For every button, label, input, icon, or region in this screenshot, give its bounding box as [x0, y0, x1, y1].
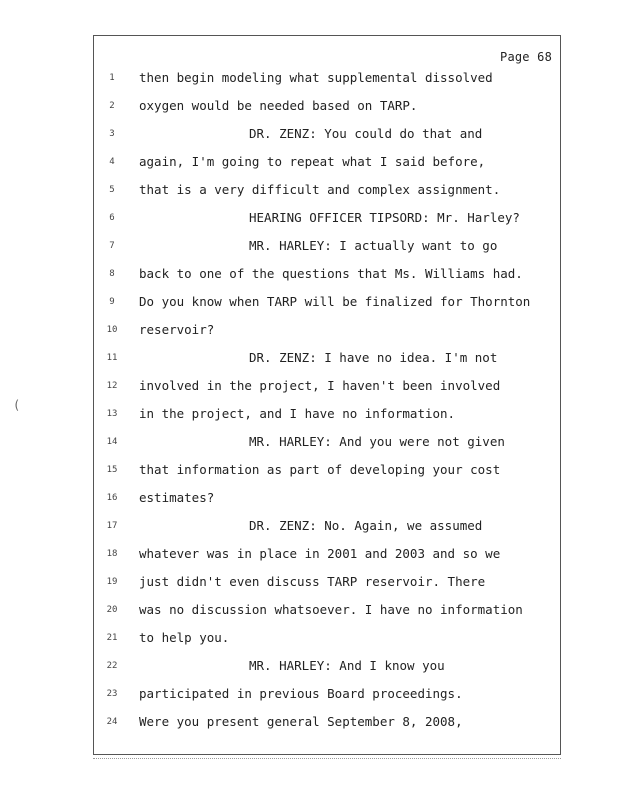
line-text: then begin modeling what supplemental dissolved — [139, 70, 493, 85]
line-number: 18 — [106, 549, 118, 559]
line-number: 1 — [109, 73, 115, 83]
scan-speck: ( — [13, 398, 21, 412]
page-number: Page 68 — [500, 50, 552, 64]
line-number: 20 — [106, 605, 118, 615]
line-text: whatever was in place in 2001 and 2003 and so we — [139, 546, 501, 561]
line-text: Do you know when TARP will be finalized for Thornton — [139, 294, 531, 309]
line-number: 2 — [109, 101, 115, 111]
line-number: 4 — [109, 157, 115, 167]
line-number: 10 — [106, 325, 118, 335]
line-text: that information as part of developing your cost — [139, 462, 501, 477]
transcript-line — [94, 316, 560, 344]
transcript-line — [94, 680, 560, 708]
line-number: 11 — [106, 353, 118, 363]
line-number: 9 — [109, 297, 115, 307]
line-text: HEARING OFFICER TIPSORD: Mr. Harley? — [249, 210, 520, 225]
line-text: DR. ZENZ: You could do that and — [249, 126, 483, 141]
line-text: estimates? — [139, 490, 215, 505]
transcript-line — [94, 232, 560, 260]
line-text: MR. HARLEY: And you were not given — [249, 434, 505, 449]
line-text: involved in the project, I haven't been involved — [139, 378, 501, 393]
transcript-line — [94, 64, 560, 92]
transcript-line — [94, 344, 560, 372]
line-number: 12 — [106, 381, 118, 391]
transcript-line — [94, 596, 560, 624]
line-number: 7 — [109, 241, 115, 251]
transcript-line — [94, 400, 560, 428]
transcript-line — [94, 176, 560, 204]
line-text: oxygen would be needed based on TARP. — [139, 98, 418, 113]
transcript-line — [94, 120, 560, 148]
line-text: to help you. — [139, 630, 230, 645]
transcript-line — [94, 624, 560, 652]
line-text: just didn't even discuss TARP reservoir. There — [139, 574, 486, 589]
bottom-scan-rule — [93, 758, 561, 760]
line-number: 14 — [106, 437, 118, 447]
line-number: 22 — [106, 661, 118, 671]
transcript-line — [94, 456, 560, 484]
transcript-line — [94, 512, 560, 540]
line-number: 16 — [106, 493, 118, 503]
transcript-line — [94, 92, 560, 120]
transcript-line — [94, 260, 560, 288]
line-text: was no discussion whatsoever. I have no information — [139, 602, 523, 617]
line-text: MR. HARLEY: I actually want to go — [249, 238, 498, 253]
transcript-line — [94, 652, 560, 680]
transcript-line — [94, 204, 560, 232]
transcript-line — [94, 708, 560, 736]
line-number: 15 — [106, 465, 118, 475]
line-number: 17 — [106, 521, 118, 531]
line-text: in the project, and I have no information. — [139, 406, 456, 421]
line-text: again, I'm going to repeat what I said before, — [139, 154, 486, 169]
line-number: 5 — [109, 185, 115, 195]
line-text: MR. HARLEY: And I know you — [249, 658, 445, 673]
transcript-line — [94, 540, 560, 568]
line-text: reservoir? — [139, 322, 215, 337]
transcript-line — [94, 372, 560, 400]
line-text: DR. ZENZ: I have no idea. I'm not — [249, 350, 498, 365]
transcript-page — [93, 35, 561, 755]
transcript-line — [94, 288, 560, 316]
line-number: 13 — [106, 409, 118, 419]
line-number: 23 — [106, 689, 118, 699]
line-text: participated in previous Board proceedings. — [139, 686, 463, 701]
line-number: 8 — [109, 269, 115, 279]
transcript-lines — [94, 64, 560, 736]
transcript-line — [94, 568, 560, 596]
line-number: 24 — [106, 717, 118, 727]
line-text: Were you present general September 8, 2008, — [139, 714, 463, 729]
line-number: 6 — [109, 213, 115, 223]
transcript-line — [94, 428, 560, 456]
transcript-line — [94, 484, 560, 512]
line-text: back to one of the questions that Ms. Williams had. — [139, 266, 523, 281]
line-number: 19 — [106, 577, 118, 587]
line-number: 3 — [109, 129, 115, 139]
line-text: that is a very difficult and complex assignment. — [139, 182, 501, 197]
line-number: 21 — [106, 633, 118, 643]
line-text: DR. ZENZ: No. Again, we assumed — [249, 518, 483, 533]
transcript-line — [94, 148, 560, 176]
